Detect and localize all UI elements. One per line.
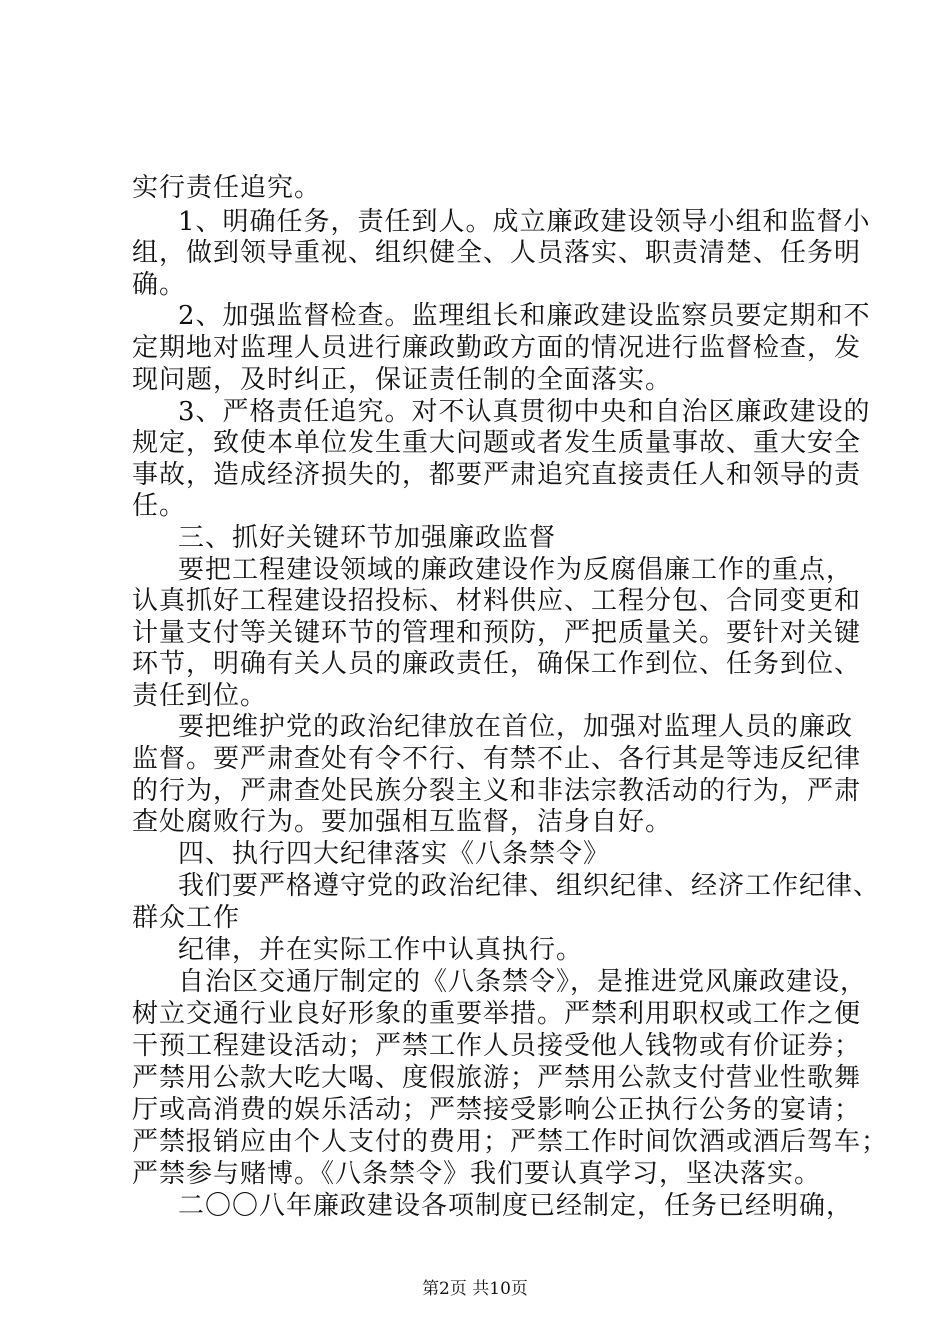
text-line: 认真抓好工程建设招投标、材料供应、工程分包、合同变更和 [132, 586, 862, 616]
text-line: 严禁用公款大吃大喝、度假旅游；严禁用公款支付营业性歌舞 [132, 1063, 862, 1093]
text-line: 查处腐败行为。要加强相互监督，洁身自好。 [132, 807, 673, 837]
text-line: 确。 [132, 270, 187, 300]
text-line: 树立交通行业良好形象的重要举措。严禁利用职权或工作之便 [132, 999, 862, 1029]
page-number-footer: 第2页 共10页 [422, 1279, 528, 1299]
text-line: 二〇〇八年廉政建设各项制度已经制定，任务已经明确， [178, 1191, 854, 1221]
text-line: 3、严格责任追究。对不认真贯彻中央和自治区廉政建设的 [178, 397, 871, 427]
text-line: 现问题，及时纠正，保证责任制的全面落实。 [132, 365, 673, 395]
text-line: 事故，造成经济损失的，都要严肃追究直接责任人和领导的责 [132, 460, 862, 490]
text-line: 要把工程建设领域的廉政建设作为反腐倡廉工作的重点， [178, 555, 854, 585]
text-line: 干预工程建设活动；严禁工作人员接受他人钱物或有价证券； [132, 1031, 862, 1061]
text-line: 要把维护党的政治纪律放在首位，加强对监理人员的廉政 [178, 712, 854, 742]
section-heading: 四、执行四大纪律落实《八条禁令》 [178, 839, 611, 869]
text-line: 严禁参与赌博。《八条禁令》我们要认真学习，坚决落实。 [132, 1159, 822, 1189]
text-line: 的行为，严肃查处民族分裂主义和非法宗教活动的行为，严肃 [132, 776, 862, 806]
text-line: 我们要严格遵守党的政治纪律、组织纪律、经济工作纪律、 [178, 871, 881, 901]
text-line: 定期地对监理人员进行廉政勤政方面的情况进行监督检查，发 [132, 333, 862, 363]
text-line: 1、明确任务，责任到人。成立廉政建设领导小组和监督小 [178, 207, 871, 237]
text-line: 责任到位。 [132, 681, 268, 711]
text-line: 组，做到领导重视、组织健全、人员落实、职责清楚、任务明 [132, 238, 862, 268]
text-line: 纪律，并在实际工作中认真执行。 [178, 935, 584, 965]
text-line: 监督。要严肃查处有令不行、有禁不止、各行其是等违反纪律 [132, 744, 862, 774]
text-line: 厅或高消费的娱乐活动；严禁接受影响公正执行公务的宴请； [132, 1095, 862, 1125]
text-line: 计量支付等关键环节的管理和预防，严把质量关。要针对关键 [132, 618, 862, 648]
text-line: 任。 [132, 491, 187, 521]
text-line: 严禁报销应由个人支付的费用；严禁工作时间饮酒或酒后驾车； [132, 1127, 889, 1157]
text-line: 规定，致使本单位发生重大问题或者发生质量事故、重大安全 [132, 428, 862, 458]
text-line: 群众工作 [132, 903, 241, 933]
text-line: 实行责任追究。 [132, 173, 322, 203]
text-line: 2、加强监督检查。监理组长和廉政建设监察员要定期和不 [178, 301, 871, 331]
section-heading: 三、抓好关键环节加强廉政监督 [178, 523, 557, 553]
text-line: 环节，明确有关人员的廉政责任，确保工作到位、任务到位、 [132, 649, 862, 679]
text-line: 自治区交通厅制定的《八条禁令》，是推进党风廉政建设， [178, 967, 868, 997]
